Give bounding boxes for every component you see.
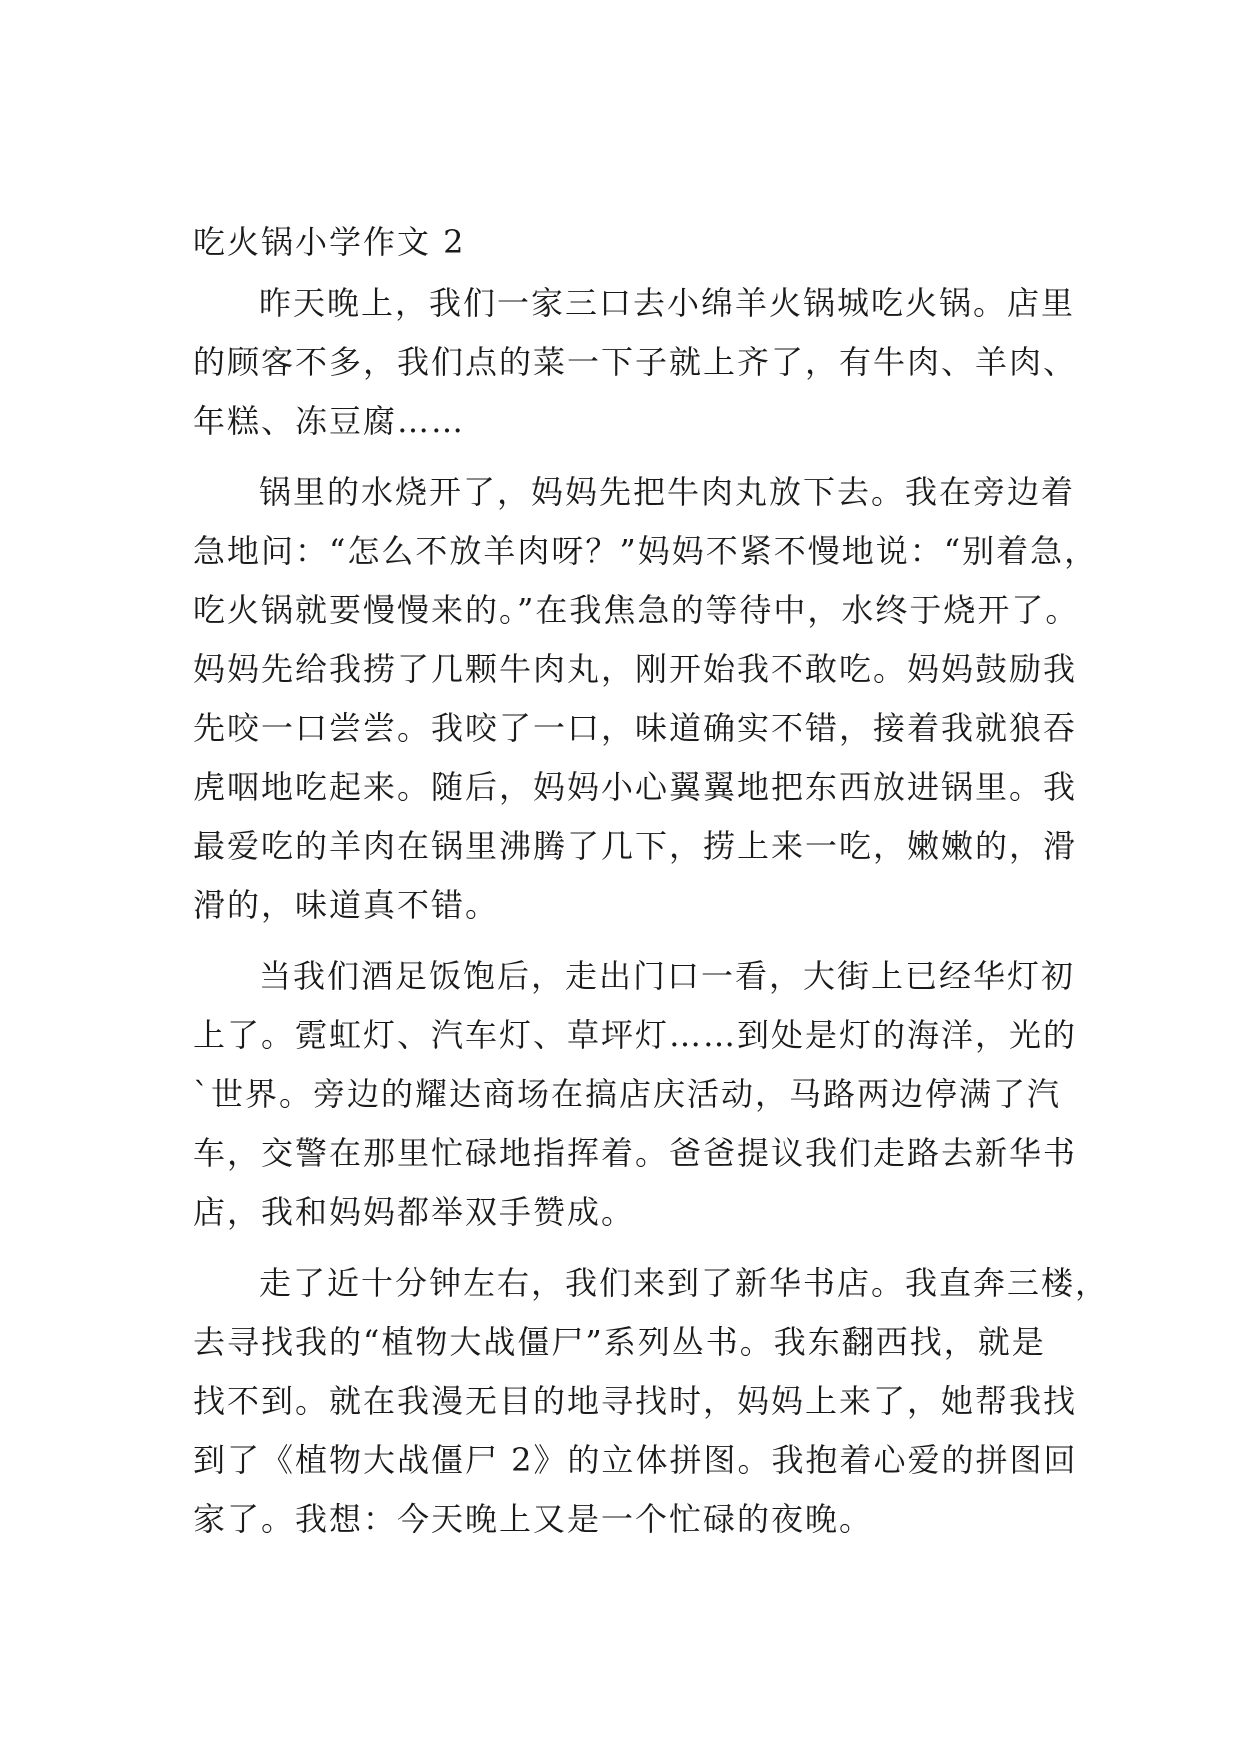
paragraph-line: 昨天晚上，我们一家三口去小绵羊火锅城吃火锅。店里 [259, 284, 1076, 322]
paragraph-line: 去寻找我的“植物大战僵尸”系列丛书。我东翻西找，就是 [193, 1323, 1046, 1361]
paragraph-line: 吃火锅就要慢慢来的。”在我焦急的等待中，水终于烧开了。 [193, 591, 1080, 629]
paragraph-1 [193, 274, 1078, 451]
paragraph-line: 锅里的水烧开了，妈妈先把牛肉丸放下去。我在旁边着 [259, 473, 1076, 511]
paragraph-line: 急地问：“怎么不放羊肉呀？”妈妈不紧不慢地说：“别着急， [193, 532, 1099, 570]
paragraph-line: 先咬一口尝尝。我咬了一口，味道确实不错，接着我就狼吞 [193, 709, 1078, 747]
paragraph-line: 到了《植物大战僵尸 2》的立体拼图。我抱着心爱的拼图回 [193, 1441, 1078, 1479]
paragraph-line: 家了。我想：今天晚上又是一个忙碌的夜晚。 [193, 1500, 874, 1538]
paragraph-line: 滑的，味道真不错。 [193, 886, 500, 924]
paragraph-line: 车，交警在那里忙碌地指挥着。爸爸提议我们走路去新华书 [193, 1134, 1078, 1172]
paragraph-4 [193, 1254, 1110, 1549]
paragraph-line: 的顾客不多，我们点的菜一下子就上齐了，有牛肉、羊肉、 [193, 343, 1078, 381]
document-title: 吃火锅小学作文 2 [193, 223, 466, 261]
paragraph-line: 最爱吃的羊肉在锅里沸腾了几下，捞上来一吃，嫩嫩的，滑 [193, 827, 1078, 865]
paragraph-line: 年糕、冻豆腐…… [193, 402, 466, 440]
paragraph-line: 上了。霓虹灯、汽车灯、草坪灯……到处是灯的海洋，光的 [193, 1016, 1078, 1054]
paragraph-line: 店，我和妈妈都举双手赞成。 [193, 1193, 636, 1231]
paragraph-line: 走了近十分钟左右，我们来到了新华书店。我直奔三楼， [259, 1264, 1110, 1302]
document-page [193, 222, 1110, 1561]
paragraph-3 [193, 947, 1078, 1242]
paragraph-2 [193, 463, 1099, 935]
paragraph-line: 虎咽地吃起来。随后，妈妈小心翼翼地把东西放进锅里。我 [193, 768, 1078, 806]
paragraph-line: 找不到。就在我漫无目的地寻找时，妈妈上来了，她帮我找 [193, 1382, 1078, 1420]
paragraph-line: `世界。旁边的耀达商场在搞店庆活动，马路两边停满了汽 [193, 1075, 1062, 1113]
paragraph-line: 当我们酒足饭饱后，走出门口一看，大街上已经华灯初 [259, 957, 1076, 995]
paragraph-line: 妈妈先给我捞了几颗牛肉丸，刚开始我不敢吃。妈妈鼓励我 [193, 650, 1078, 688]
